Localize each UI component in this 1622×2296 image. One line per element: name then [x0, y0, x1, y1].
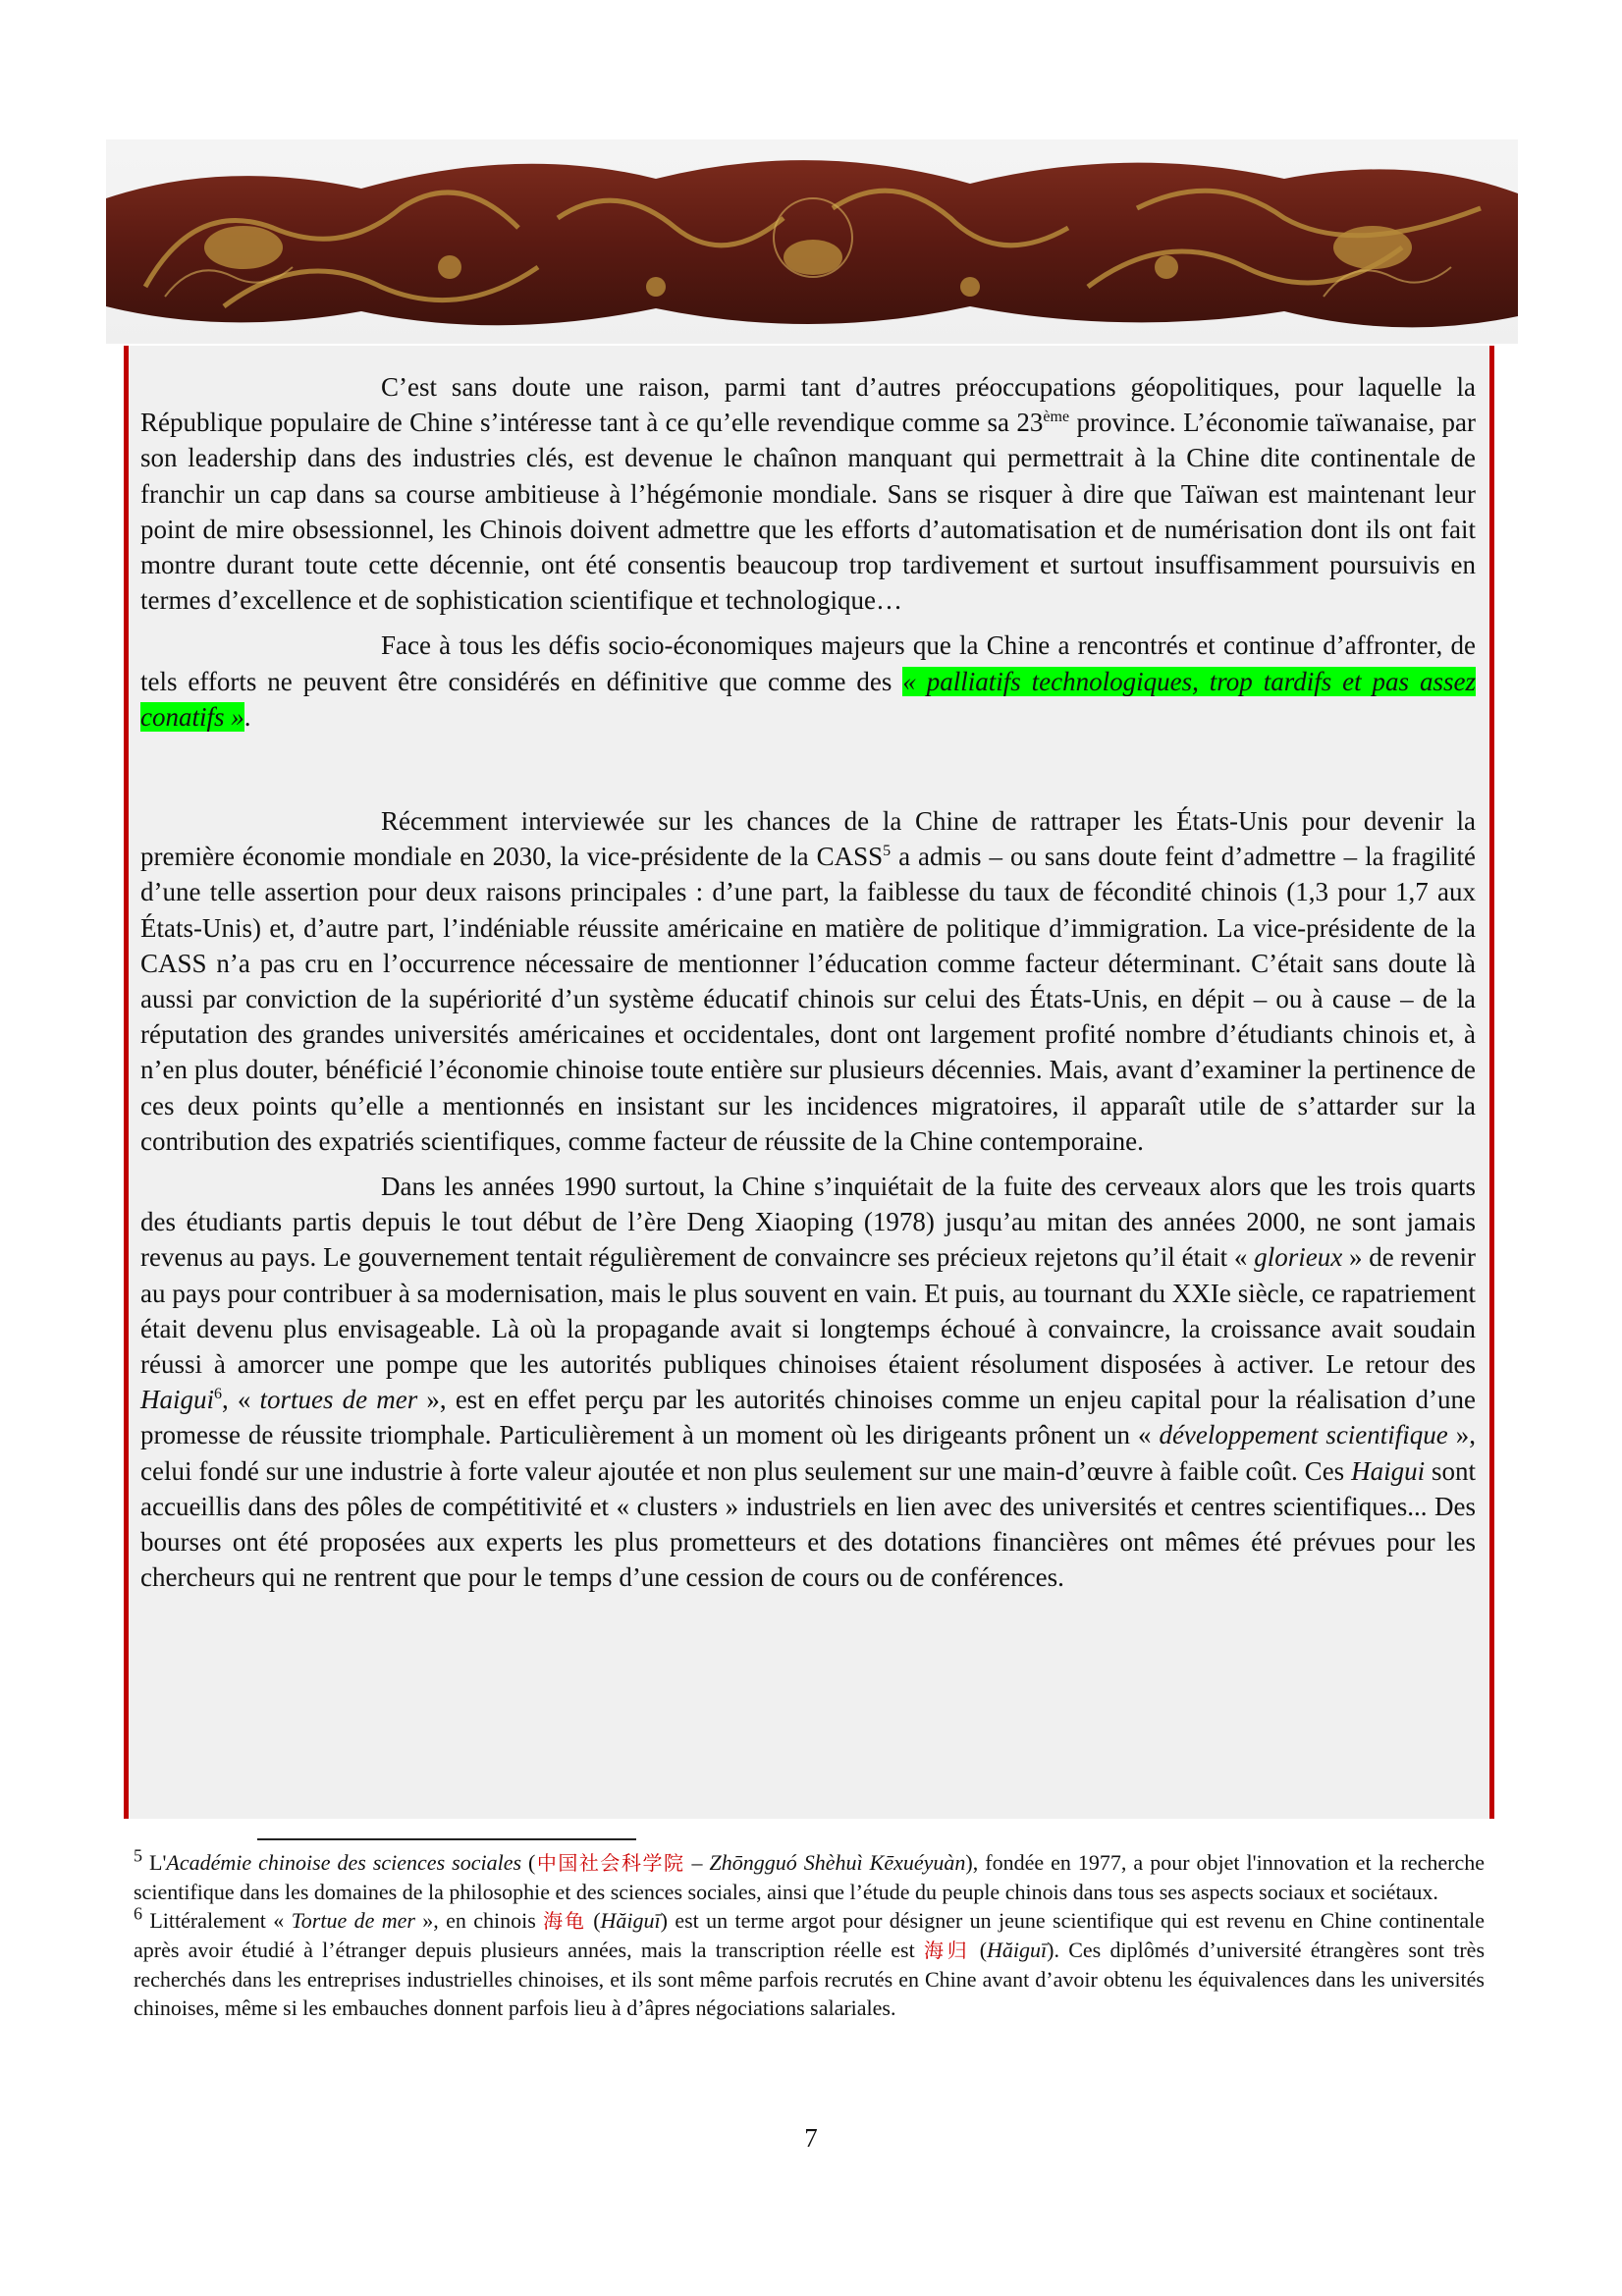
text: province. L’économie taïwanaise, par son leadership dans des industries clés, est devenue le chaînon manquant qui permettrait à la Chine dite continentale de franchir un cap dans sa course ambitieuse à l’hégémonie mondiale. Sans se risquer à dire que Taïwan est maintenant leur point de mire obsessionnel, les Chinois doivent admettre que les efforts d’automatisation et de numérisation dont ils ont fait montre durant toute cette décennie, ont été consentis beaucoup trop tardivement et surtout insuffisamment poursuivis en termes d’excellence et de sophistication scientifique et technologique…: [140, 408, 1476, 616]
text: ). Ces diplômés d’université étrangères sont très recherchés dans les entreprises industrielles chinoises, et ils sont même parfois recrutés en Chine avant d’avoir obtenu les équivalences dans les universités chinoises, même si les embauches donnent parfois lieu à d’âpres négociations salariales.: [134, 1938, 1486, 2020]
chinese-text: 海龟: [543, 1909, 586, 1933]
text: ), fondée en 1977, a pour objet l'innovation et la recherche scientifique dans les domaines de la philosophie et des sciences sociales, ainsi que l’étude du peuple chinois dans tous ses aspects sociaux et sociétaux.: [134, 1850, 1485, 1904]
page-number: 7: [804, 2123, 818, 2153]
paragraph-cass: [140, 803, 1476, 1159]
text: , «: [222, 1385, 260, 1415]
italic-text: tortues de mer: [259, 1385, 418, 1415]
italic-text: Zhōngguó Shèhuì Kēxuéyuàn: [709, 1850, 966, 1875]
footnote-5: [134, 1845, 1485, 1906]
carved-wood-illustration: [106, 139, 1518, 344]
text: (: [970, 1938, 988, 1962]
text: –: [684, 1850, 710, 1875]
paragraph-defis: [140, 628, 1476, 735]
italic-text: Académie chinoise des sciences sociales: [166, 1850, 522, 1875]
footnote-number: 5: [134, 1845, 142, 1866]
text: a admis – ou sans doute feint d’admettre – la fragilité d’une telle assertion pour deux raisons principales : d’une part, la faiblesse du taux de fécondité chinois (1,3 pour 1,7 aux États-Unis) et, d’autre part, l’indéniable réussite américaine en matière de politique d’immigration. La vice-présidente de la CASS n’a pas cru en l’occurrence nécessaire de mentionner l’éducation comme facteur déterminant. C’était sans doute là aussi par conviction de la supériorité d’un système éducatif chinois sur celui des États-Unis, en dépit – ou à cause – de la réputation des grandes universités américaines et occidentales, dont ont largement profité nombre d’étudiants chinois et, à n’en plus douter, bénéficié l’économie chinoise toute entière sur plusieurs décennies. Mais, avant d’examiner la pertinence de ces deux points qu’elle a mentionnés en insistant sur les incidences migratoires, il apparaît utile de s’attarder sur la contribution des expatriés scientifiques, comme facteur de réussite de la Chine contemporaine.: [140, 842, 1476, 1156]
footnote-ref-6[interactable]: 6: [214, 1386, 223, 1403]
text: Récemment interviewée sur les chances de la Chine de rattraper les États-Unis pour devenir la première économie mondiale en 2030, la vice-présidente de la CASS: [140, 806, 1476, 872]
italic-text: Hăiguī: [600, 1908, 661, 1933]
paragraph-taiwan: [140, 369, 1476, 618]
text: » de revenir au pays pour contribuer à sa modernisation, mais le plus souvent en vain. Et puis, au tournant du XXIe siècle, ce rapatriement était devenu plus envisageable. Là où la propagande avait si longtemps échoué à convaincre, la croissance avait soudain réussi à amorcer une pompe que les autorités publiques chinoises étaient résolument disposées à activer. Le retour des: [140, 1242, 1477, 1380]
highlighted-quote: « palliatifs technologiques, trop tardifs et pas assez conatifs »: [140, 666, 1476, 732]
italic-text: Haigui: [1351, 1455, 1426, 1486]
text: .: [243, 701, 251, 732]
text: (: [585, 1908, 601, 1933]
text: », est en effet perçu par les autorités chinoises comme un enjeu capital pour la réalisation d’une promesse de réussite triomphale. Particulièrement à un moment où les dirigeants prônent un «: [140, 1385, 1476, 1450]
italic-text: Haigui: [140, 1385, 215, 1415]
framed-text-block: [124, 346, 1494, 1819]
text: Face à tous les défis socio-économiques majeurs que la Chine a rencontrés et continue d’affronter, de tels efforts ne peuvent être considérés en définitive que comme des: [140, 630, 1476, 696]
italic-text: développement scientifique: [1159, 1420, 1448, 1450]
footnote-separator: [257, 1838, 636, 1840]
text: », en chinois: [414, 1908, 544, 1933]
text: (: [521, 1850, 536, 1875]
carved-wood-banner-image: [106, 139, 1518, 344]
footnotes: [134, 1845, 1486, 2022]
text: », celui fondé sur une industrie à forte valeur ajoutée et non plus seulement sur une main-d’œuvre à faible coût. Ces: [140, 1420, 1477, 1486]
text: ) est un terme argot pour désigner un jeune scientifique qui est revenu en Chine continentale après avoir étudié à l’étranger depuis plusieurs années, mais la transcription réelle est: [134, 1908, 1485, 1962]
chinese-text: 中国社会科学院: [535, 1851, 685, 1875]
footnote-number: 6: [134, 1903, 142, 1924]
superscript: ème: [1043, 409, 1070, 426]
text: C’est sans doute une raison, parmi tant d’autres préoccupations géopolitiques, pour laquelle la République populaire de Chine s’intéresse tant à ce qu’elle revendique comme sa 23: [140, 372, 1476, 438]
text: Dans les années 1990 surtout, la Chine s’inquiétait de la fuite des cerveaux alors que les trois quarts des étudiants partis depuis le tout début de l’ère Deng Xiaoping (1978) jusqu’au mitan des années 2000, ne sont jamais revenus au pays. Le gouvernement tentait régulièrement de convaincre ses précieux rejetons qu’il était «: [140, 1172, 1476, 1273]
paragraph-haigui: [140, 1169, 1476, 1595]
text: L': [142, 1850, 167, 1875]
spacer: [140, 735, 1476, 803]
text: Littéralement «: [142, 1908, 292, 1933]
text: sont accueillis dans des pôles de compétitivité et « clusters » industriels en lien avec des universités et centres scientifiques... Des bourses ont été proposées aux experts les plus prometteurs et des dotations financières ont mêmes été prévues pour les chercheurs qui ne rentrent que pour le temps d’une cession de cours ou de conférences.: [140, 1455, 1476, 1593]
italic-text: Hăiguī: [987, 1938, 1048, 1962]
italic-text: glorieux: [1254, 1242, 1343, 1273]
italic-text: Tortue de mer: [291, 1908, 415, 1933]
chinese-text: 海归: [923, 1939, 971, 1962]
footnote-ref-5[interactable]: 5: [883, 843, 892, 860]
footnote-6: [134, 1903, 1486, 2022]
